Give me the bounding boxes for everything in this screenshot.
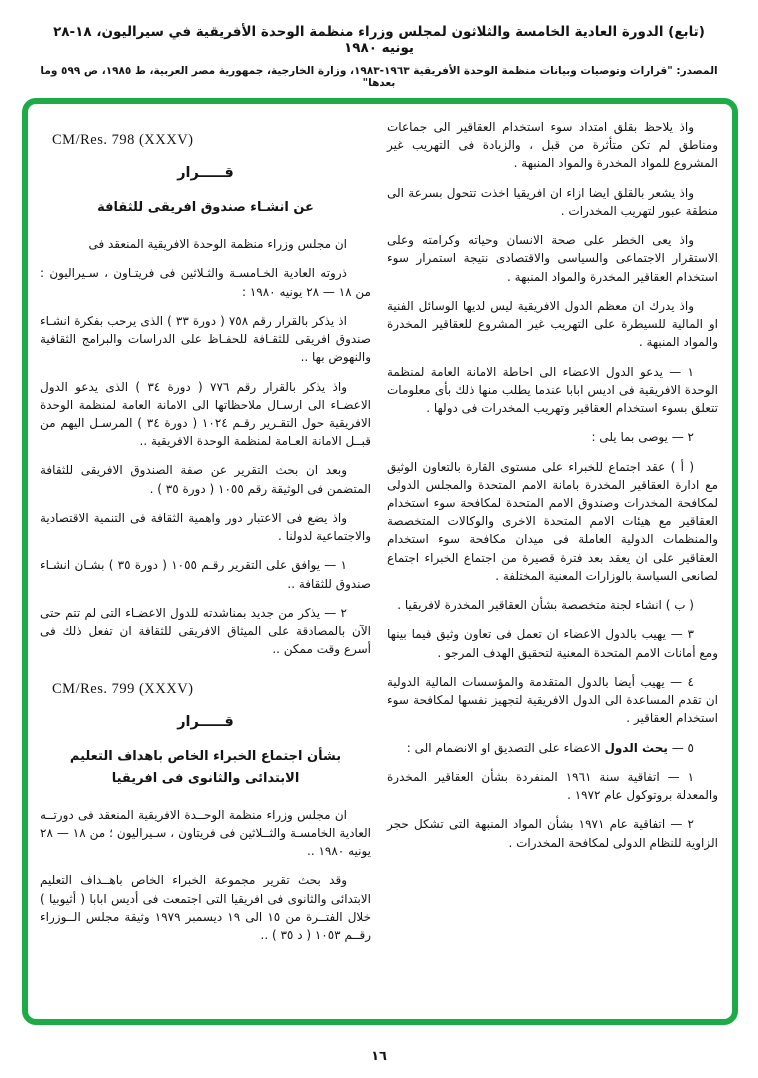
page-number: ١٦ <box>371 1049 387 1064</box>
paragraph: واذ يدرك ان معظم الدول الافريقية ليس لديها الوسائل الفنية او المالية للسيطرة على التهريب غير المشروع للعقاقير المخدرة والمواد المنبهة . <box>387 298 718 350</box>
content-frame <box>22 98 738 1025</box>
paragraph: وبعد ان بحث التقرير عن صفة الصندوق الافريقى للثقافة المتضمن فى الوثيقة رقم ١٠٥٥ ( دورة ٣٥ ) . <box>40 463 371 496</box>
paragraph: اذ يذكر بالقرار رقم ٧٥٨ ( دورة ٣٣ ) الذى يرحب بفكرة انشـاء صندوق افريقى للثقـافة للحفـاظ على الدراسات والبرامج الثقافية والنهوض بها .. <box>40 313 371 365</box>
convention-item: ٢ — اتفاقية عام ١٩٧١ بشأن المواد المنبهة التى تشكل حجر الزاوية للنظام الدولى لمكافحة المخدرات . <box>387 817 718 850</box>
resolution-id-799: CM/Res. 799 (XXXV) <box>52 680 194 697</box>
subject-line-2: الابتدائى والثانوى فى افريقيا <box>111 770 300 786</box>
numbered-paragraph: ٤ — يهيب أيضا بالدول المتقدمة والمؤسسات المالية الدولية ان تقدم المساعدة الى الدول الافريقية لتجهيز نفسها لمكافحة سوء استخدام العقاقير . <box>387 674 718 726</box>
resolution-heading: قـــــرار <box>177 713 234 730</box>
header-source-line: المصدر: "قرارات وتوصيات وبيانات منظمة الوحدة الأفريقية ١٩٦٣-١٩٨٣، وزارة الخارجية، جمهورية مصر العربية، ط ١٩٨٥، ص ٥٩٩ وما بعدها" <box>40 65 718 89</box>
paragraph: ذروته العادية الخـامسـة والثـلاثين فى فريتـاون ، سـيراليون : من ١٨ — ٢٨ يونيه ١٩٨٠ : <box>40 266 371 299</box>
paragraph: وقد بحث تقرير مجموعة الخبراء الخاص باهــداف التعليم الابتدائى والثانوى فى افريقيا التى اجتمعت فى أديس ابابا ( أثيوبيا ) خلال الفتــرة من ١٥ الى ١٩ ديسمبر ١٩٧٩ وثيقة مجلس الــوزراء رقــم ١٠٥٣ ( د ٣٥ ) .. <box>40 873 371 943</box>
page-header <box>0 0 758 89</box>
paragraph: واذ يضع فى الاعتبار دور واهمية الثقافة فى التنمية الاقتصادية والاجتماعية لدولنا . <box>40 510 371 544</box>
resolution-subject <box>40 746 371 790</box>
paragraph: واذ يشعر بالقلق ايضا ازاء ان افريقيا اخذت تتحول بسرعة الى منطقة عبور لتهريب المخدرات . <box>387 185 718 218</box>
page-footer <box>0 1045 758 1064</box>
paragraph: واذ يعى الخطر على صحة الانسان وحياته وكرامته وعلى الاستقرار الاجتماعى والسياسى والاقتصادى نتيجة استمرار سوء استخدام العقاقير المخدرة والمواد المنبهة . <box>387 233 718 284</box>
resolution-subject: عن انشـاء صندوق افريقى للثقافة <box>97 200 314 215</box>
urge-paragraph <box>387 739 718 757</box>
subject-line-1: بشأن اجتماع الخبراء الخاص باهداف التعليم <box>69 748 342 764</box>
numbered-paragraph: ٢ — يوصى بما يلى : <box>591 430 694 445</box>
convention-item: ١ — اتفاقية سنة ١٩٦١ المنفردة بشأن العقاقير المخدرة والمعدلة بروتوكول عام ١٩٧٢ . <box>387 769 718 803</box>
paragraph: ان مجلس وزراء منظمة الوحدة الافريقية المنعقد فى <box>88 237 347 252</box>
column-left <box>40 118 371 1011</box>
sub-paragraph-a: ( أ ) عقد اجتماع للخبراء على مستوى القارة بالتعاون الوثيق مع ادارة العقاقير المخدرة بامانة الامم المتحدة والمجلس الدولى لمكافحة المخدرات وصندوق الامم المتحدة لمكافحة سوء استخدام العقاقير مع هيئات الامم المتحدة الاخرى والوكالات المتخصصة والمنظمات الدولية العاملة فى ميدان مكافحة سوء استخدام العقاقير على ان يعقد بعد فترة قصيرة من اجتماع الخبراء اجتماع لصانعى السياسة بالوزارات المعنية المختلفة . <box>387 459 718 583</box>
urge-number: ٥ — <box>667 740 694 755</box>
numbered-paragraph: ١ — يدعو الدول الاعضاء الى احاطة الامانة العامة لمنظمة الوحدة الافريقية فى اديس ابابا عندما يطلب منها ذلك بأى معلومات تتعلق بسوء استخدام العقاقير وتهريب المخدرات فى دولها . <box>387 364 718 416</box>
header-session-line: (تابع) الدورة العادية الخامسة والثلاثون لمجلس وزراء منظمة الوحدة الأفريقية في سيراليون، ١٨-٢٨ يونيه ١٩٨٠ <box>53 24 705 56</box>
numbered-paragraph: ١ — يوافق على التقرير رقـم ١٠٥٥ ( دورة ٣٥ ) بشـان انشـاء صندوق للثقافة .. <box>40 558 371 591</box>
paragraph: واذ يذكر بالقرار رقم ٧٧٦ ( دورة ٣٤ ) الذى يدعو الدول الاعضـاء الى ارسـال ملاحظاتها الى الامانة العامة لمنظمة الوحدة الافريقية حول التقـرير رقـم ١٠٢٤ ( دورة ٣٤ ) المرسـل اليهم من قبــل الامانة العـامة لمنظمة الوحدة الافريقية .. <box>40 379 372 449</box>
urge-rest-text: الاعضاء على التصديق او الانضمام الى : <box>406 740 605 755</box>
paragraph: ان مجلس وزراء منظمة الوحــدة الافريقية المنعقد فى دورتــه العادية الخامسـة والثــلاثين فى فريتاون ، سـيراليون ؛ من ١٨ — ٢٨ يونيه ١٩٨٠ .. <box>40 807 371 859</box>
sub-paragraph-b: ( ب ) انشاء لجنة متخصصة بشأن العقاقير المخدرة لافريقيا . <box>397 598 694 613</box>
resolution-id-798: CM/Res. 798 (XXXV) <box>52 132 194 148</box>
numbered-paragraph: ٢ — يذكر من جديد بمناشدته للدول الاعضـاء التى لم تتم حتى الآن بالمصادقة على الميثاق الافريقى للثقافة ان تفعل ذلك فى أسرع وقت ممكن .. <box>40 605 371 657</box>
urge-bold-text: يحث الدول <box>604 740 668 755</box>
numbered-paragraph: ٣ — يهيب بالدول الاعضاء ان تعمل فى تعاون وثيق فيما بينها ومع أمانات الامم المتحدة المعنية لتحقيق الهدف المرجو . <box>387 627 718 660</box>
resolution-heading: قـــــرار <box>177 165 234 181</box>
column-right <box>387 118 718 1011</box>
paragraph: واذ يلاحظ بقلق امتداد سوء استخدام العقاقير الى جماعات ومناطق لم تكن متأثرة من قبل ، والزيادة فى التهريب غير المشروع للمواد المخدرة والمواد المنبهة . <box>387 120 718 171</box>
